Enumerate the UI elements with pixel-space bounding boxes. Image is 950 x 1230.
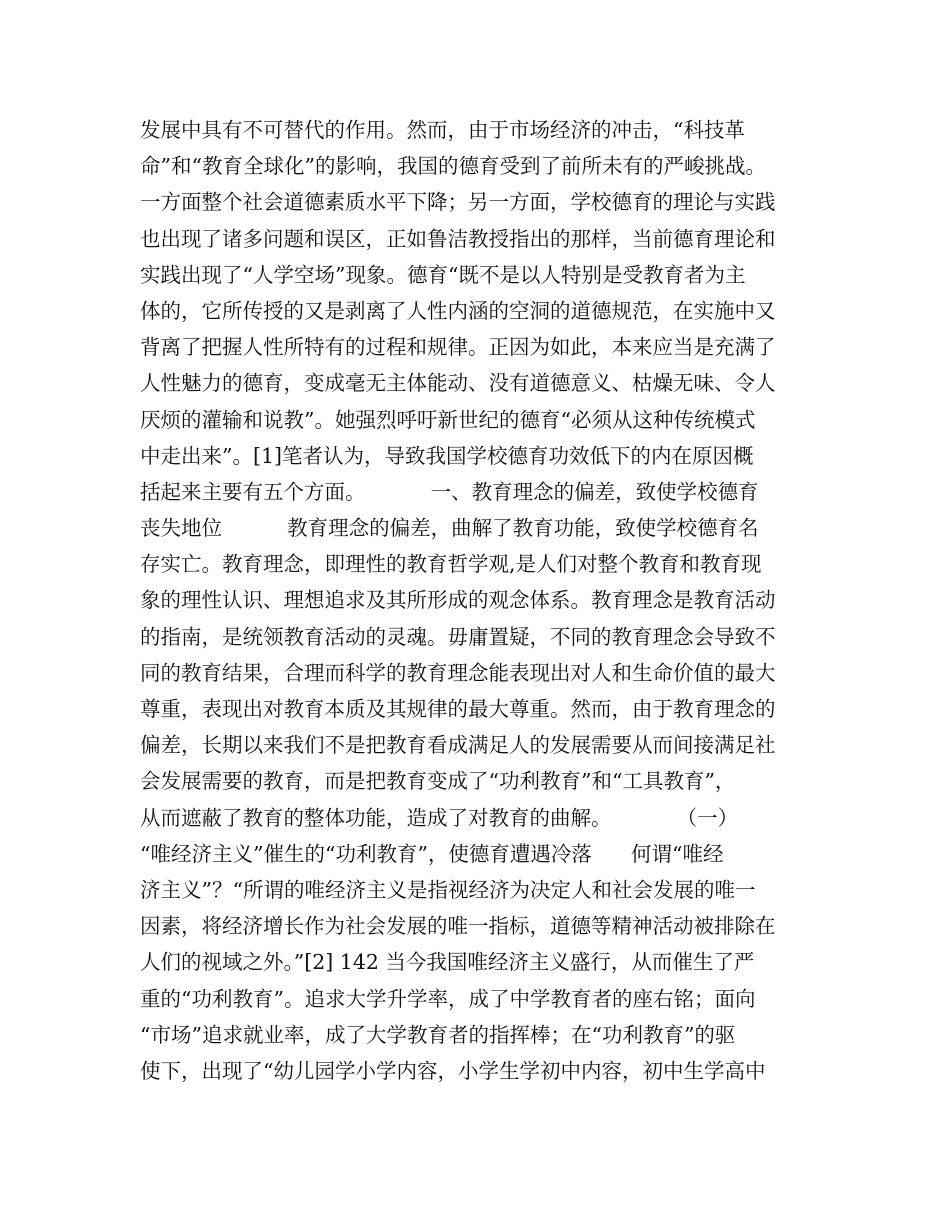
body-text [140, 112, 830, 1089]
text-line: 因素，将经济增长作为社会发展的唯一指标，道德等精神活动被排除在 [140, 914, 776, 939]
text-line: 实践出现了“人学空场”现象。德育“既不是以人特别是受教育者为主 [140, 262, 746, 287]
text-line: “市场”追求就业率，成了大学教育者的指挥棒；在“功利教育”的驱 [140, 1022, 736, 1047]
text-line: “唯经济主义”催生的“功利教育”，使德育遭遇冷落 何谓“唯经 [140, 841, 724, 866]
text-line: 象的理性认识、理想追求及其所形成的观念体系。教育理念是教育活动 [140, 588, 776, 613]
text-line: 尊重，表现出对教育本质及其规律的最大尊重。然而，由于教育理念的 [140, 697, 776, 721]
text-line: 发展中具有不可替代的作用。然而，由于市场经济的冲击，“科技革 [140, 118, 745, 142]
text-line: 从而遮蔽了教育的整体功能，造成了对教育的曲解。 （一） [140, 805, 739, 830]
text-line: 存实亡。教育理念，即理性的教育哲学观,是人们对整个教育和教育现 [140, 552, 762, 577]
text-line: 人们的视域之外。”[2] 142 当今我国唯经济主义盛行，从而催生了严 [140, 950, 755, 975]
text-line: 同的教育结果，合理而科学的教育理念能表现出对人和生命价值的最大 [140, 660, 776, 685]
text-line: 济主义”？“所谓的唯经济主义是指视经济为决定人和社会发展的唯一 [140, 877, 756, 902]
text-line: 人性魅力的德育，变成毫无主体能动、没有道德意义、枯燥无味、令人 [140, 371, 776, 396]
text-line: 中走出来”。[1]笔者认为，导致我国学校德育功效低下的内在原因概 [140, 443, 754, 468]
text-line: 也出现了诸多问题和误区，正如鲁洁教授指出的那样，当前德育理论和 [140, 226, 776, 251]
text-line: 体的，它所传授的又是剥离了人性内涵的空洞的道德规范，在实施中又 [140, 298, 776, 323]
text-line: 重的“功利教育”。追求大学升学率，成了中学教育者的座右铭；面向 [140, 986, 756, 1011]
text-line: 一方面整个社会道德素质水平下降；另一方面，学校德育的理论与实践 [140, 190, 776, 215]
text-line: 的指南，是统领教育活动的灵魂。毋庸置疑，不同的教育理念会导致不 [140, 624, 776, 649]
text-line: 厌烦的灌输和说教”。她强烈呼吁新世纪的德育“必须从这种传统模式 [140, 407, 756, 432]
text-line: 命”和“教育全球化”的影响，我国的德育受到了前所未有的严峻挑战。 [140, 154, 766, 179]
text-line: 偏差，长期以来我们不是把教育看成满足人的发展需要从而间接满足社 [140, 733, 776, 758]
text-line: 使下，出现了“幼儿园学小学内容，小学生学初中内容，初中生学高中 [140, 1058, 766, 1083]
text-line: 丧失地位 教育理念的偏差，曲解了教育功能，致使学校德育名 [140, 516, 759, 541]
text-line: 括起来主要有五个方面。 一、教育理念的偏差，致使学校德育 [140, 479, 759, 504]
text-line: 会发展需要的教育，而是把教育变成了“功利教育”和“工具教育”， [140, 769, 736, 794]
text-line: 背离了把握人性所特有的过程和规律。正因为如此，本来应当是充满了 [140, 335, 776, 360]
